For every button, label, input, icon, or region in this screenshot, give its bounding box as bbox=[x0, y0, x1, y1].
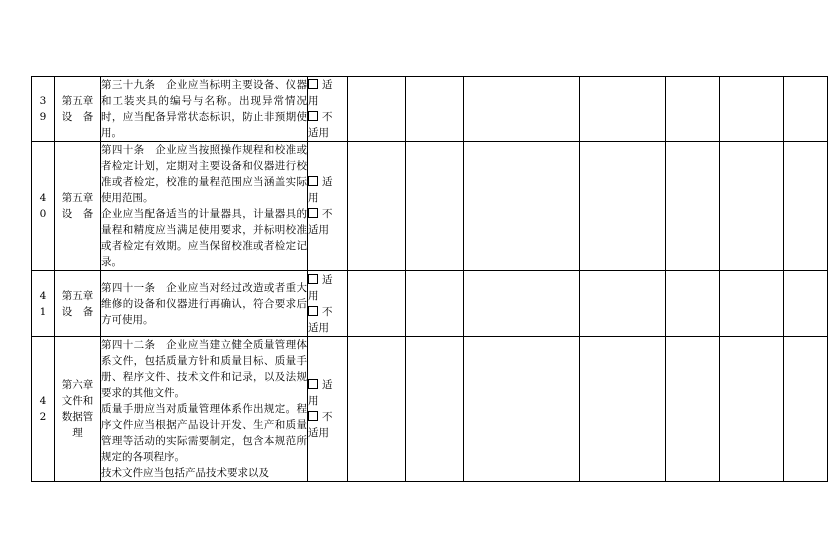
empty-cell bbox=[348, 337, 406, 482]
checkbox-icon[interactable] bbox=[308, 411, 318, 421]
table-row bbox=[32, 337, 828, 482]
empty-cell bbox=[666, 77, 720, 142]
row-number: 4 2 bbox=[32, 337, 55, 482]
checkbox-icon[interactable] bbox=[308, 208, 318, 218]
empty-cell bbox=[784, 271, 828, 337]
empty-cell bbox=[348, 271, 406, 337]
applicability-cell[interactable]: 适 用 不 适用 bbox=[308, 77, 348, 142]
chapter-cell: 第五章 设 备 bbox=[55, 271, 101, 337]
not-applicable-option[interactable]: 不 bbox=[308, 409, 347, 425]
table-row bbox=[32, 77, 828, 142]
empty-cell bbox=[580, 337, 666, 482]
table-row bbox=[32, 271, 828, 337]
empty-cell bbox=[666, 337, 720, 482]
row-number: 3 9 bbox=[32, 77, 55, 142]
checkbox-icon[interactable] bbox=[308, 274, 318, 284]
clause-text: 第四十一条 企业应当对经过改造或者重大维修的设备和仪器进行再确认，符合要求后方可使用。 bbox=[101, 271, 308, 337]
applicable-option[interactable]: 适 bbox=[308, 77, 347, 93]
empty-cell bbox=[580, 77, 666, 142]
applicable-option[interactable]: 适 bbox=[308, 272, 347, 288]
checkbox-icon[interactable] bbox=[308, 176, 318, 186]
chapter-cell: 第六章 文件和 数据管 理 bbox=[55, 337, 101, 482]
row-number: 4 0 bbox=[32, 142, 55, 271]
empty-cell bbox=[720, 271, 784, 337]
empty-cell bbox=[666, 142, 720, 271]
empty-cell bbox=[348, 142, 406, 271]
applicability-cell[interactable]: 适 用 不 适用 bbox=[308, 271, 348, 337]
chapter-cell: 第五章 设 备 bbox=[55, 142, 101, 271]
empty-cell bbox=[464, 271, 580, 337]
empty-cell bbox=[720, 77, 784, 142]
table-row bbox=[32, 142, 828, 271]
empty-cell bbox=[406, 337, 464, 482]
checkbox-icon[interactable] bbox=[308, 379, 318, 389]
checkbox-icon[interactable] bbox=[308, 79, 318, 89]
checkbox-icon[interactable] bbox=[308, 111, 318, 121]
clause-text: 第三十九条 企业应当标明主要设备、仪器和工装夹具的编号与名称。出现异常情况时，应当配备异常状态标识，防止非预期使用。 bbox=[101, 77, 308, 142]
empty-cell bbox=[580, 271, 666, 337]
empty-cell bbox=[464, 337, 580, 482]
empty-cell bbox=[464, 142, 580, 271]
empty-cell bbox=[580, 142, 666, 271]
row-number: 4 1 bbox=[32, 271, 55, 337]
applicable-option[interactable]: 适 bbox=[308, 174, 347, 190]
empty-cell bbox=[784, 77, 828, 142]
applicability-cell[interactable]: 适 用 不 适用 bbox=[308, 337, 348, 482]
checkbox-icon[interactable] bbox=[308, 306, 318, 316]
empty-cell bbox=[784, 142, 828, 271]
empty-cell bbox=[406, 142, 464, 271]
empty-cell bbox=[720, 142, 784, 271]
clause-text: 第四十条 企业应当按照操作规程和校准或者检定计划，定期对主要设备和仪器进行校准或者检定，校准的量程范围应当涵盖实际使用范围。 企业应当配备适当的计量器具，计量器具的量程和精度应当满足使用要求，并标明校准或者检定有效期。应当保留校准或者检定记录。 bbox=[101, 142, 308, 271]
empty-cell bbox=[348, 77, 406, 142]
inspection-table bbox=[31, 76, 828, 482]
clause-text: 第四十二条 企业应当建立健全质量管理体系文件，包括质量方针和质量目标、质量手册、程序文件、技术文件和记录，以及法规要求的其他文件。 质量手册应当对质量管理体系作出规定。程序文件应当根据产品设计开发、生产和质量管理等活动的实际需要制定，包含本规范所规定的各项程序。 技术文件应当包括产品技术要求以及 bbox=[101, 337, 308, 482]
empty-cell bbox=[406, 77, 464, 142]
chapter-cell: 第五章 设 备 bbox=[55, 77, 101, 142]
not-applicable-option[interactable]: 不 bbox=[308, 304, 347, 320]
not-applicable-option[interactable]: 不 bbox=[308, 109, 347, 125]
empty-cell bbox=[720, 337, 784, 482]
empty-cell bbox=[666, 271, 720, 337]
not-applicable-option[interactable]: 不 bbox=[308, 206, 347, 222]
empty-cell bbox=[784, 337, 828, 482]
empty-cell bbox=[406, 271, 464, 337]
applicability-cell[interactable]: 适 用 不 适用 bbox=[308, 142, 348, 271]
applicable-option[interactable]: 适 bbox=[308, 377, 347, 393]
empty-cell bbox=[464, 77, 580, 142]
